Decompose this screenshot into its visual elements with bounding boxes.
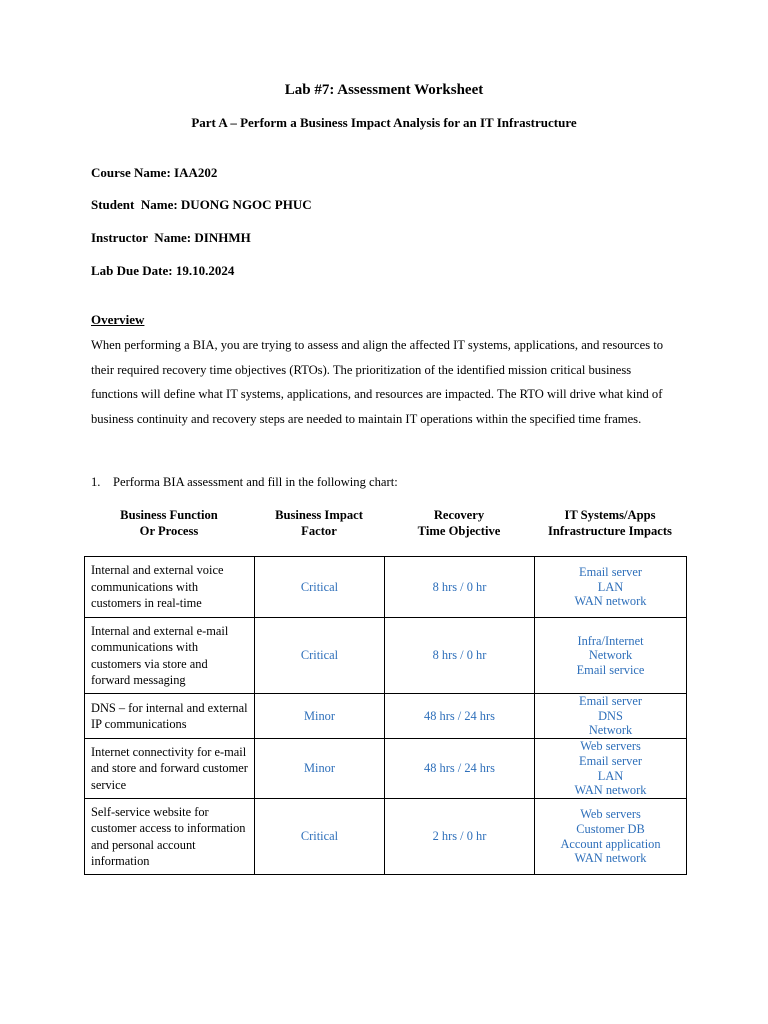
cell-impact: Critical bbox=[255, 557, 385, 618]
step-text: Performa BIA assessment and fill in the following chart: bbox=[113, 475, 398, 489]
cell-impact: Critical bbox=[255, 618, 385, 694]
bia-table bbox=[84, 556, 687, 875]
due-date-value: 19.10.2024 bbox=[175, 263, 235, 278]
cell-systems: Web servers Customer DB Account application WAN network bbox=[535, 799, 687, 875]
table-header-impact: Business Impact Factor bbox=[275, 508, 363, 538]
instructor-name-line bbox=[91, 230, 251, 246]
cell-function: Internet connectivity for e-mail and store and forward customer service bbox=[85, 739, 255, 799]
instructor-name-value: DINHMH bbox=[194, 230, 251, 245]
table-header-systems: IT Systems/Apps Infrastructure Impacts bbox=[548, 508, 672, 538]
cell-systems: Web servers Email server LAN WAN network bbox=[535, 739, 687, 799]
table-row bbox=[85, 557, 687, 618]
instructor-name-label: Instructor Name: bbox=[91, 230, 192, 245]
step-instruction bbox=[91, 475, 398, 490]
cell-impact: Minor bbox=[255, 694, 385, 739]
cell-rto: 8 hrs / 0 hr bbox=[385, 557, 535, 618]
student-name-line bbox=[91, 197, 312, 213]
cell-rto: 8 hrs / 0 hr bbox=[385, 618, 535, 694]
course-name-value: IAA202 bbox=[174, 165, 218, 180]
cell-function: Internal and external voice communications with customers in real-time bbox=[85, 557, 255, 618]
course-name-label: Course Name: bbox=[91, 165, 171, 180]
overview-heading: Overview bbox=[91, 312, 145, 327]
cell-impact: Critical bbox=[255, 799, 385, 875]
overview-paragraph: When performing a BIA, you are trying to assess and align the affected IT systems, applications, and resources to their required recovery time objectives (RTOs). The prioritization of the identified mission critical business functions will define what IT systems, applications, and resources are impacted. The RTO will drive what kind of business continuity and recovery steps are needed to maintain IT operations within the specified time frames. bbox=[91, 338, 664, 426]
cell-systems: Email server LAN WAN network bbox=[535, 557, 687, 618]
step-number: 1. bbox=[91, 475, 101, 489]
table-row bbox=[85, 799, 687, 875]
student-name-value: DUONG NGOC PHUC bbox=[180, 197, 312, 212]
cell-function: Self-service website for customer access to information and personal account information bbox=[85, 799, 255, 875]
cell-systems: Email server DNS Network bbox=[535, 694, 687, 739]
cell-impact: Minor bbox=[255, 739, 385, 799]
page-subtitle: Part A – Perform a Business Impact Analysis for an IT Infrastructure bbox=[191, 115, 577, 130]
course-name-line bbox=[91, 165, 217, 181]
due-date-line bbox=[91, 263, 234, 279]
cell-rto: 2 hrs / 0 hr bbox=[385, 799, 535, 875]
cell-rto: 48 hrs / 24 hrs bbox=[385, 739, 535, 799]
table-row bbox=[85, 739, 687, 799]
due-date-label: Lab Due Date: bbox=[91, 263, 173, 278]
cell-systems: Infra/Internet Network Email service bbox=[535, 618, 687, 694]
cell-function: DNS – for internal and external IP communications bbox=[85, 694, 255, 739]
page-title: Lab #7: Assessment Worksheet bbox=[284, 82, 484, 98]
cell-function: Internal and external e-mail communications with customers via store and forward messaging bbox=[85, 618, 255, 694]
table-row bbox=[85, 694, 687, 739]
cell-rto: 48 hrs / 24 hrs bbox=[385, 694, 535, 739]
table-header-rto: Recovery Time Objective bbox=[417, 508, 501, 538]
table-row bbox=[85, 618, 687, 694]
table-header-function: Business Function Or Process bbox=[120, 508, 218, 538]
student-name-label: Student Name: bbox=[91, 197, 178, 212]
